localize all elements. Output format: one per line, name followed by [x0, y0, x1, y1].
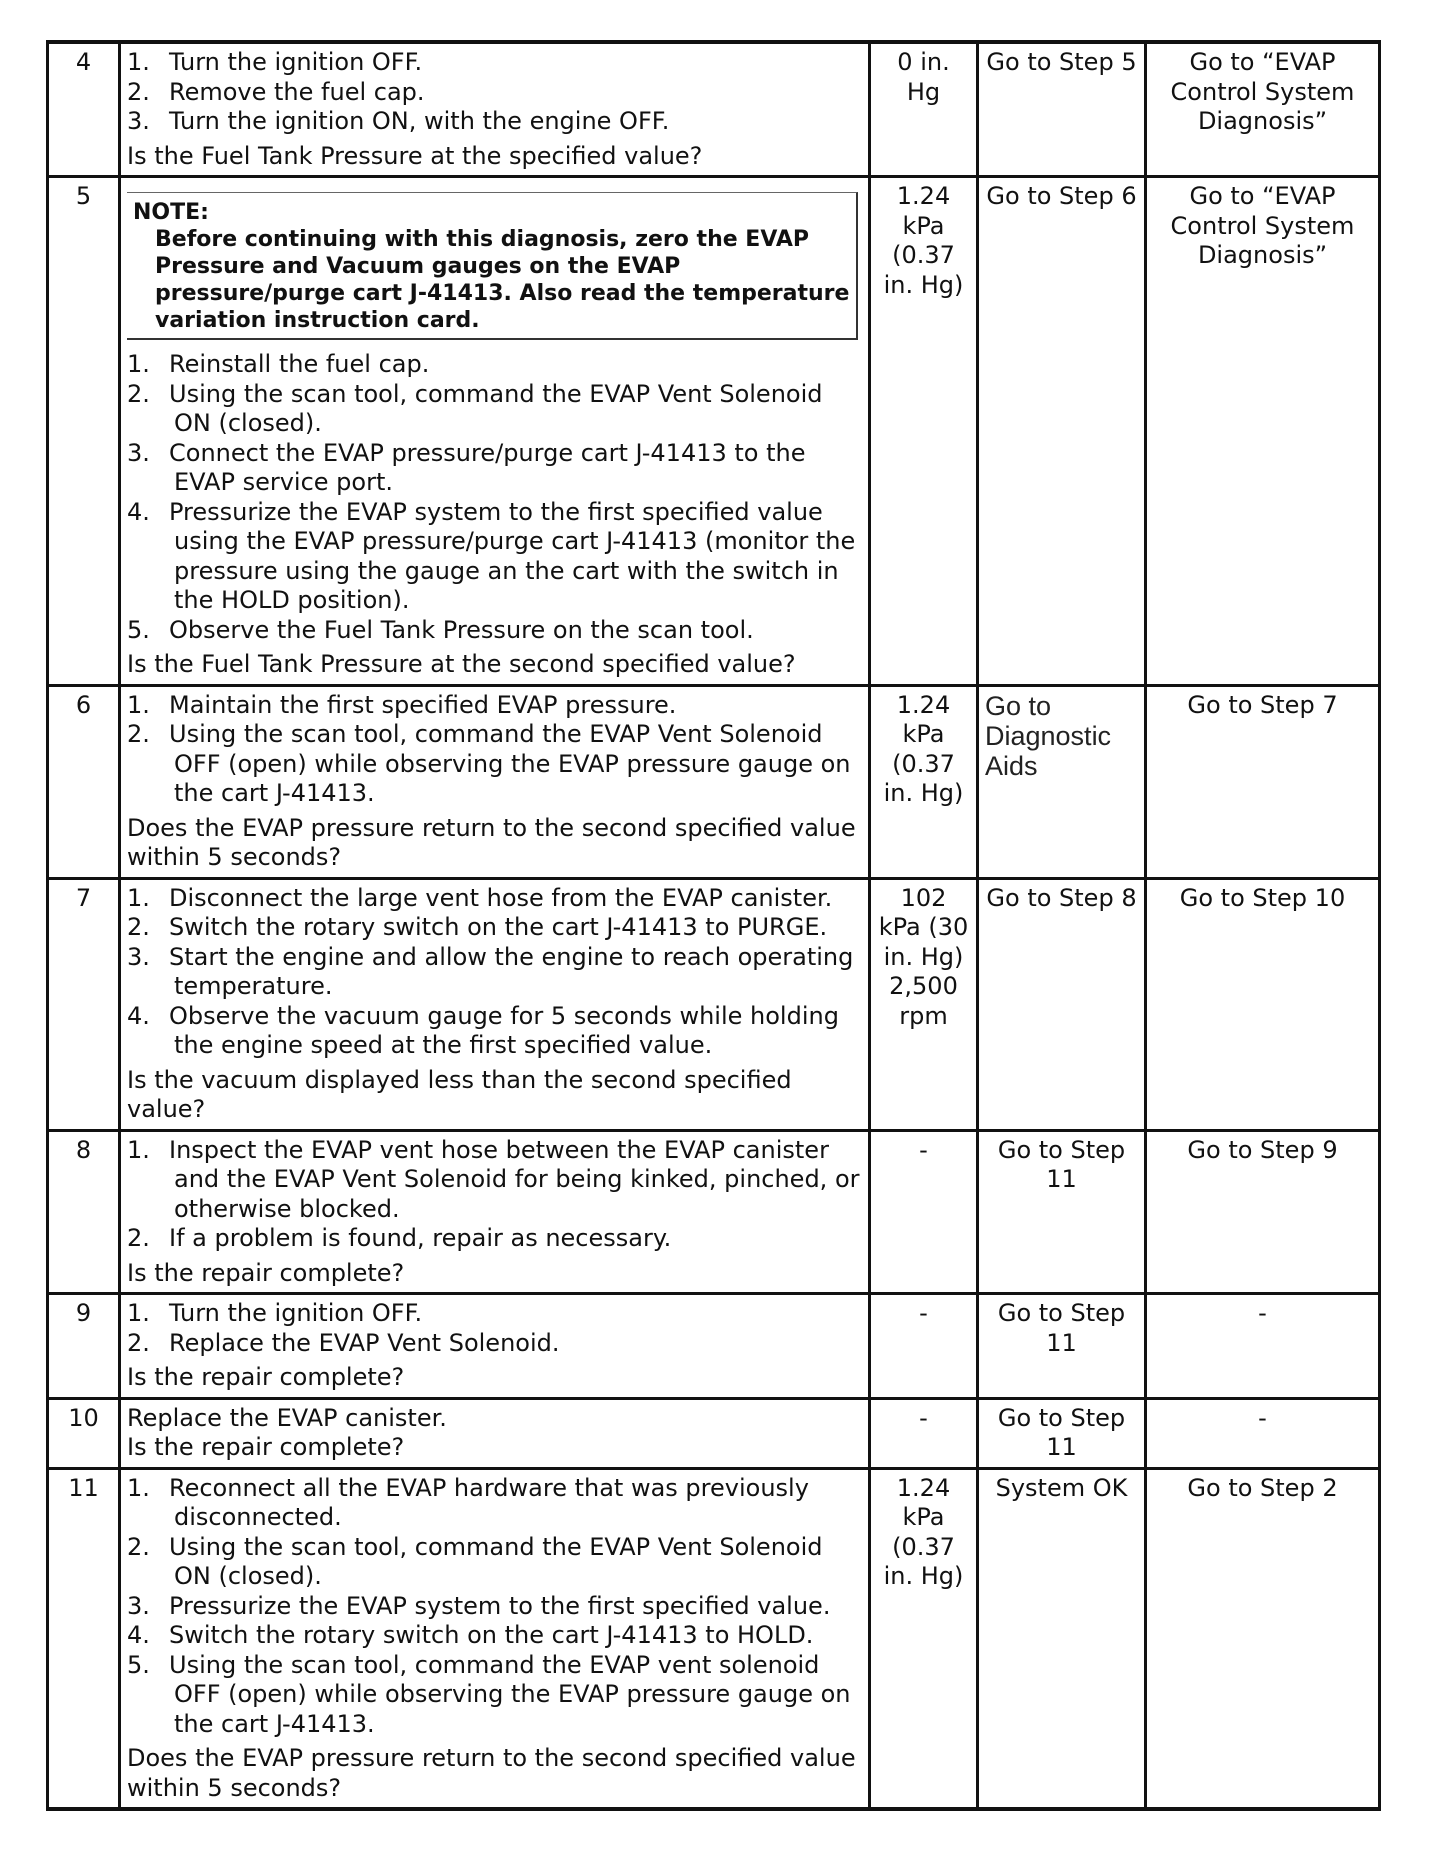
question-text: Is the repair complete?	[127, 1363, 405, 1391]
list-item: 5. Observe the Fuel Tank Pressure on the scan tool.	[127, 615, 754, 644]
yes-cell: Go to Step 11	[978, 1130, 1146, 1294]
action-cell	[120, 1468, 870, 1809]
list-item: 2. Using the scan tool, command the EVAP Vent Solenoid ON (closed).	[127, 1532, 823, 1590]
no-cell: Go to Step 2	[1146, 1468, 1380, 1809]
table-row	[48, 177, 1380, 686]
action-text: Pressurize the EVAP system to the first specified value.	[169, 1591, 831, 1620]
question-text: Is the Fuel Tank Pressure at the second specified value?	[127, 650, 796, 678]
value-cell: 1.24 kPa (0.37 in. Hg)	[870, 685, 978, 878]
list-item: 2. Using the scan tool, command the EVAP Vent Solenoid OFF (open) while observing the EVAP pressure gauge on the cart J-41413.	[127, 720, 851, 807]
table-row	[48, 685, 1380, 878]
list-item: 4. Pressurize the EVAP system to the first specified value using the EVAP pressure/purge cart J-41413 (monitor the pressure using the gauge an the cart with the switch in the HOLD position).	[127, 497, 856, 614]
table-row	[48, 42, 1380, 177]
list-item: 5. Using the scan tool, command the EVAP vent solenoid OFF (open) while observing the EVAP pressure gauge on the cart J-41413.	[127, 1650, 851, 1738]
action-text: Using the scan tool, command the EVAP Vent Solenoid ON (closed).	[169, 1532, 823, 1590]
no-cell: Go to “EVAP Control System Diagnosis”	[1146, 177, 1380, 686]
value-cell: -	[870, 1294, 978, 1399]
step-number: 8	[48, 1130, 120, 1294]
no-cell: Go to Step 10	[1146, 878, 1380, 1130]
action-text: Remove the fuel cap.	[169, 77, 425, 106]
list-item: 3. Start the engine and allow the engine to reach operating temperature.	[127, 942, 854, 1000]
action-cell	[120, 878, 870, 1130]
value-cell: 0 in. Hg	[870, 42, 978, 177]
no-cell: Go to Step 7	[1146, 685, 1380, 878]
action-text: Disconnect the large vent hose from the EVAP canister.	[169, 883, 833, 912]
action-cell	[120, 1130, 870, 1294]
action-cell	[120, 1398, 870, 1468]
no-cell: -	[1146, 1398, 1380, 1468]
table-row	[48, 1398, 1380, 1468]
step-number: 4	[48, 42, 120, 177]
no-cell: Go to Step 9	[1146, 1130, 1380, 1294]
action-text: Switch the rotary switch on the cart J-41413 to PURGE.	[169, 913, 828, 941]
action-text: Replace the EVAP Vent Solenoid.	[169, 1328, 560, 1357]
action-text: Using the scan tool, command the EVAP Vent Solenoid ON (closed).	[169, 379, 823, 437]
table-row	[48, 1468, 1380, 1809]
list-item: 3. Turn the ignition ON, with the engine OFF.	[127, 107, 670, 135]
action-text: Maintain the first specified EVAP pressure.	[169, 690, 677, 719]
value-cell: -	[870, 1130, 978, 1294]
list-item: 2. Replace the EVAP Vent Solenoid.	[127, 1328, 560, 1357]
list-item: 1. Turn the ignition OFF.	[127, 48, 423, 76]
yes-cell: Go to Step 6	[978, 177, 1146, 686]
action-text: If a problem is found, repair as necessary.	[169, 1224, 672, 1252]
note-title: NOTE:	[133, 200, 209, 225]
action-cell	[120, 685, 870, 878]
yes-cell: Go to Step 11	[978, 1398, 1146, 1468]
question-text: Is the repair complete?	[127, 1258, 405, 1287]
note-text: Before continuing with this diagnosis, zero the EVAP Pressure and Vacuum gauges on the EVAP pressure/purge cart J-41413. Also read the temperature variation instruction card.	[155, 227, 850, 333]
list-item: 4. Switch the rotary switch on the cart J-41413 to HOLD.	[127, 1621, 814, 1649]
question-text: Does the EVAP pressure return to the second specified value within 5 seconds?	[127, 813, 856, 871]
action-text: Turn the ignition OFF.	[169, 1299, 423, 1327]
action-text: Replace the EVAP canister.	[127, 1403, 447, 1432]
action-text: Using the scan tool, command the EVAP Vent Solenoid OFF (open) while observing the EVAP pressure gauge on the cart J-41413.	[169, 720, 851, 807]
list-item: 2. Switch the rotary switch on the cart J-41413 to PURGE.	[127, 913, 828, 941]
action-text: Turn the ignition ON, with the engine OFF.	[169, 107, 670, 135]
no-cell: Go to “EVAP Control System Diagnosis”	[1146, 42, 1380, 177]
yes-cell: Go to Step 5	[978, 42, 1146, 177]
step-number: 11	[48, 1468, 120, 1809]
action-text: Observe the vacuum gauge for 5 seconds while holding the engine speed at the first specified value.	[169, 1001, 839, 1059]
list-item: 2. Remove the fuel cap.	[127, 77, 425, 106]
table-row	[48, 1294, 1380, 1399]
action-text: Turn the ignition OFF.	[169, 48, 423, 76]
table-row	[48, 878, 1380, 1130]
list-item: 1. Maintain the first specified EVAP pressure.	[127, 690, 677, 719]
list-item: 4. Observe the vacuum gauge for 5 seconds while holding the engine speed at the first specified value.	[127, 1001, 839, 1059]
list-item: 1. Reconnect all the EVAP hardware that was previously disconnected.	[127, 1473, 809, 1531]
value-cell: -	[870, 1398, 978, 1468]
action-cell	[120, 177, 870, 686]
action-text: Start the engine and allow the engine to reach operating temperature.	[169, 942, 854, 1000]
action-text: Reinstall the fuel cap.	[169, 350, 430, 378]
no-cell: -	[1146, 1294, 1380, 1399]
diagnostic-table	[46, 40, 1381, 1811]
list-item: 3. Connect the EVAP pressure/purge cart J-41413 to the EVAP service port.	[127, 438, 806, 496]
question-text: Is the vacuum displayed less than the second specified value?	[127, 1065, 792, 1123]
list-item: 3. Pressurize the EVAP system to the first specified value.	[127, 1591, 831, 1620]
list-item: 1. Inspect the EVAP vent hose between the EVAP canister and the EVAP Vent Solenoid for being kinked, pinched, or otherwise blocked.	[127, 1135, 860, 1223]
step-number: 5	[48, 177, 120, 686]
table-row	[48, 1130, 1380, 1294]
question-text: Does the EVAP pressure return to the second specified value within 5 seconds?	[127, 1744, 856, 1802]
yes-cell: Go to Step 8	[978, 878, 1146, 1130]
question-text: Is the repair complete?	[127, 1433, 405, 1461]
note-box	[127, 192, 858, 340]
step-number: 7	[48, 878, 120, 1130]
yes-cell: System OK	[978, 1468, 1146, 1809]
yes-cell: Go to Step 11	[978, 1294, 1146, 1399]
action-text: Switch the rotary switch on the cart J-41413 to HOLD.	[169, 1621, 814, 1649]
action-text: Reconnect all the EVAP hardware that was previously disconnected.	[169, 1473, 809, 1531]
list-item: 2. If a problem is found, repair as necessary.	[127, 1224, 672, 1252]
action-text: Connect the EVAP pressure/purge cart J-41413 to the EVAP service port.	[169, 438, 806, 496]
list-item: 2. Using the scan tool, command the EVAP Vent Solenoid ON (closed).	[127, 379, 823, 437]
action-text: Observe the Fuel Tank Pressure on the scan tool.	[169, 615, 754, 644]
question-text: Is the Fuel Tank Pressure at the specified value?	[127, 141, 703, 170]
list-item: 1. Turn the ignition OFF.	[127, 1299, 423, 1327]
yes-cell: Go to Diagnostic Aids	[978, 685, 1146, 878]
action-text: Inspect the EVAP vent hose between the EVAP canister and the EVAP Vent Solenoid for being kinked, pinched, or otherwise blocked.	[169, 1135, 860, 1223]
value-cell: 1.24 kPa (0.37 in. Hg)	[870, 1468, 978, 1809]
action-text: Using the scan tool, command the EVAP vent solenoid OFF (open) while observing the EVAP pressure gauge on the cart J-41413.	[169, 1650, 851, 1738]
action-text: Pressurize the EVAP system to the first specified value using the EVAP pressure/purge cart J-41413 (monitor the pressure using the gauge an the cart with the switch in the HOLD position).	[169, 497, 856, 614]
step-number: 6	[48, 685, 120, 878]
action-cell	[120, 42, 870, 177]
action-cell	[120, 1294, 870, 1399]
step-number: 10	[48, 1398, 120, 1468]
list-item: 1. Disconnect the large vent hose from the EVAP canister.	[127, 883, 833, 912]
step-number: 9	[48, 1294, 120, 1399]
list-item: 1. Reinstall the fuel cap.	[127, 350, 430, 378]
value-cell: 102 kPa (30 in. Hg) 2,500 rpm	[870, 878, 978, 1130]
value-cell: 1.24 kPa (0.37 in. Hg)	[870, 177, 978, 686]
